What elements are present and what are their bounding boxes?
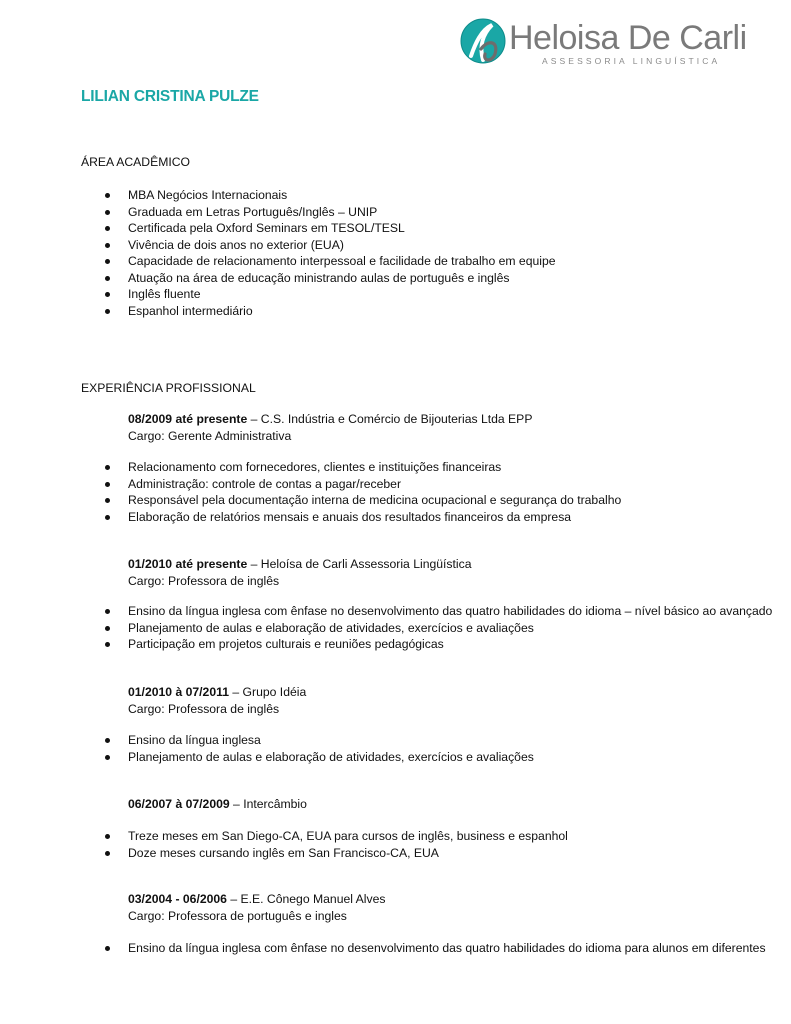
list-item: Graduada em Letras Português/Inglês – UNIP [0,204,556,221]
job-entry [128,684,306,717]
brand-logo [459,16,759,72]
section-heading-experience: EXPERIÊNCIA PROFISSIONAL [81,381,256,395]
job-company: – Heloísa de Carli Assessoria Lingüística [247,557,472,571]
job-role: Cargo: Gerente Administrativa [128,428,292,443]
job-role: Cargo: Professora de inglês [128,701,280,716]
job-company: – E.E. Cônego Manuel Alves [226,892,386,906]
job-period: 08/2009 até presente [128,412,248,426]
person-name: LILIAN CRISTINA PULZE [81,88,259,105]
job-company: – Intercâmbio [229,797,307,811]
section-heading-academic: ÁREA ACADÊMICO [81,155,191,169]
job-duties-list [0,603,772,653]
brand-tagline: ASSESSORIA LINGUÍSTICA [542,56,721,66]
list-item: MBA Negócios Internacionais [0,187,556,204]
job-role: Cargo: Professora de português e ingles [128,908,347,923]
list-item: Responsável pela documentação interna de medicina ocupacional e segurança do trabalho [0,492,621,509]
job-period: 03/2004 - 06/2006 [128,892,227,906]
logo-mark-icon [459,16,507,66]
list-item: Participação em projetos culturais e reuniões pedagógicas [0,636,772,653]
list-item: Treze meses em San Diego-CA, EUA para cursos de inglês, business e espanhol [0,828,568,845]
list-item: Ensino da língua inglesa com ênfase no desenvolvimento das quatro habilidades do idioma – nível básico ao avançado [0,603,772,620]
list-item: Inglês fluente [0,286,556,303]
job-period: 06/2007 à 07/2009 [128,797,230,811]
job-entry [128,796,307,813]
brand-name: Heloisa De Carli [509,19,747,57]
list-item: Ensino da língua inglesa com ênfase no desenvolvimento das quatro habilidades do idioma para alunos em diferentes [0,940,766,957]
list-item: Planejamento de aulas e elaboração de atividades, exercícios e avaliações [0,749,534,766]
list-item: Ensino da língua inglesa [0,732,534,749]
job-entry [128,556,471,589]
list-item: Doze meses cursando inglês em San Francisco-CA, EUA [0,845,568,862]
job-period: 01/2010 até presente [128,557,248,571]
job-duties-list [0,459,621,525]
job-company: – Grupo Idéia [229,685,307,699]
job-role: Cargo: Professora de inglês [128,573,280,588]
job-duties-list [0,732,534,765]
list-item: Planejamento de aulas e elaboração de atividades, exercícios e avaliações [0,620,772,637]
job-duties-list [0,940,766,957]
list-item: Relacionamento com fornecedores, clientes e instituições financeiras [0,459,621,476]
list-item: Espanhol intermediário [0,303,556,320]
list-item: Certificada pela Oxford Seminars em TESOL/TESL [0,220,556,237]
job-company: – C.S. Indústria e Comércio de Bijouterias Ltda EPP [247,412,533,426]
job-entry [128,891,386,924]
list-item: Elaboração de relatórios mensais e anuais dos resultados financeiros da empresa [0,509,621,526]
list-item: Atuação na área de educação ministrando aulas de português e inglês [0,270,556,287]
job-duties-list [0,828,568,861]
job-period: 01/2010 à 07/2011 [128,685,229,699]
job-entry [128,411,532,444]
list-item: Capacidade de relacionamento interpessoal e facilidade de trabalho em equipe [0,253,556,270]
academic-list [0,187,556,319]
list-item: Administração: controle de contas a pagar/receber [0,476,621,493]
list-item: Vivência de dois anos no exterior (EUA) [0,237,556,254]
